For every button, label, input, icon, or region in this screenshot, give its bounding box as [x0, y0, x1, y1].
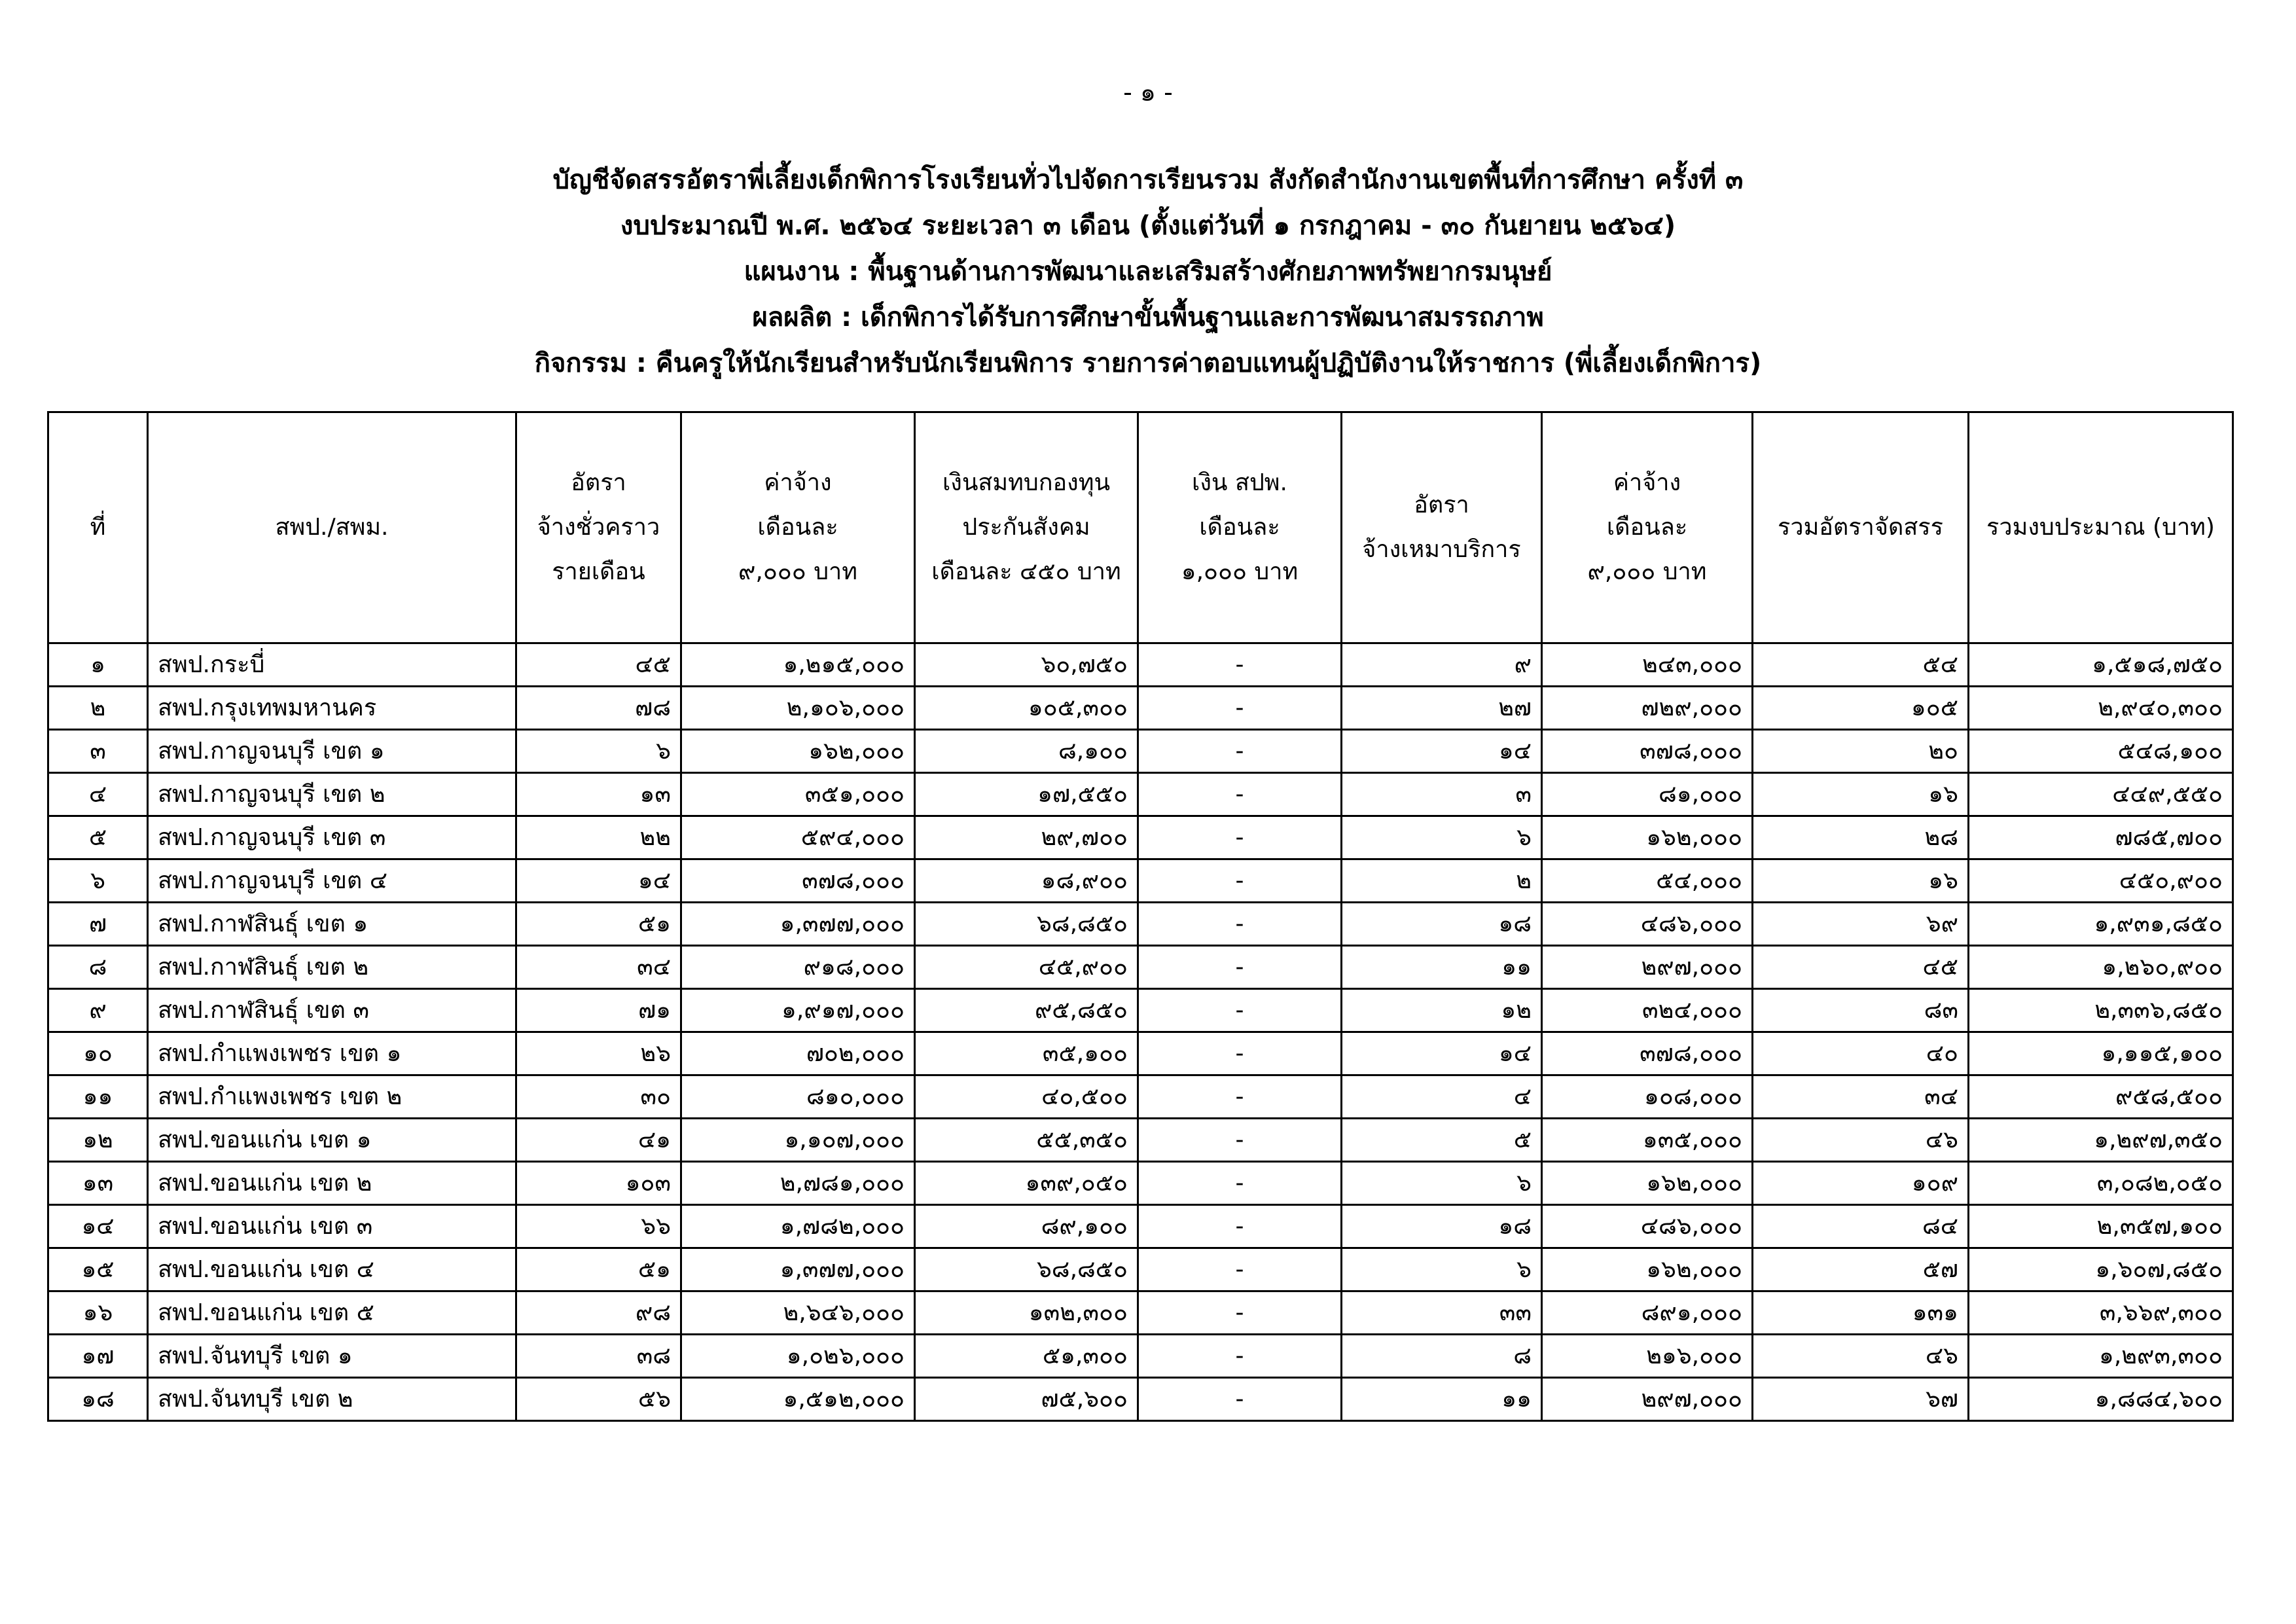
cell-temp-wage: ๑,๐๒๖,๐๐๐ — [681, 1335, 915, 1378]
table-row — [48, 773, 2233, 816]
cell-social-security: ๓๕,๑๐๐ — [915, 1032, 1138, 1075]
table-header-row — [48, 412, 2233, 643]
cell-total-rate: ๕๔ — [1753, 643, 1969, 687]
cell-area-office: สพป.กรุงเทพมหานคร — [148, 687, 516, 730]
cell-contract-wage: ๗๒๙,๐๐๐ — [1542, 687, 1753, 730]
cell-no: ๑ — [48, 643, 148, 687]
cell-social-security: ๘,๑๐๐ — [915, 730, 1138, 773]
cell-no: ๑๐ — [48, 1032, 148, 1075]
cell-temp-wage: ๑,๕๑๒,๐๐๐ — [681, 1378, 915, 1421]
cell-social-security: ๒๙,๗๐๐ — [915, 816, 1138, 859]
header-total-budget: รวมงบประมาณ (บาท) — [1969, 412, 2233, 643]
cell-area-office: สพป.กระบี่ — [148, 643, 516, 687]
cell-total-rate: ๑๓๑ — [1753, 1291, 1969, 1335]
cell-social-security: ๗๕,๖๐๐ — [915, 1378, 1138, 1421]
cell-temp-rate: ๕๑ — [516, 903, 681, 946]
cell-total-rate: ๖๗ — [1753, 1378, 1969, 1421]
cell-contract-rate: ๒๗ — [1342, 687, 1542, 730]
cell-temp-wage: ๑,๙๑๗,๐๐๐ — [681, 989, 915, 1032]
cell-contract-rate: ๓๓ — [1342, 1291, 1542, 1335]
header-social-security: เงินสมทบกองทุน ประกันสังคม เดือนละ ๔๕๐ บาท — [915, 412, 1138, 643]
cell-total-rate: ๒๐ — [1753, 730, 1969, 773]
cell-social-security: ๔๐,๕๐๐ — [915, 1075, 1138, 1119]
table-row — [48, 1075, 2233, 1119]
cell-contract-wage: ๒๙๗,๐๐๐ — [1542, 1378, 1753, 1421]
page-number: - ๑ - — [1123, 78, 1173, 107]
cell-spp: - — [1138, 903, 1342, 946]
cell-total-budget: ๑,๑๑๕,๑๐๐ — [1969, 1032, 2233, 1075]
cell-spp: - — [1138, 946, 1342, 989]
cell-temp-wage: ๑,๒๑๕,๐๐๐ — [681, 643, 915, 687]
cell-contract-rate: ๑๑ — [1342, 946, 1542, 989]
cell-spp: - — [1138, 1205, 1342, 1248]
cell-total-budget: ๑,๙๓๑,๘๕๐ — [1969, 903, 2233, 946]
cell-contract-rate: ๘ — [1342, 1335, 1542, 1378]
cell-no: ๑๗ — [48, 1335, 148, 1378]
cell-contract-wage: ๔๘๖,๐๐๐ — [1542, 903, 1753, 946]
cell-social-security: ๑๐๕,๓๐๐ — [915, 687, 1138, 730]
cell-temp-rate: ๑๔ — [516, 859, 681, 903]
cell-no: ๙ — [48, 989, 148, 1032]
cell-temp-rate: ๑๐๓ — [516, 1162, 681, 1205]
cell-area-office: สพป.ขอนแก่น เขต ๑ — [148, 1119, 516, 1162]
cell-temp-wage: ๗๐๒,๐๐๐ — [681, 1032, 915, 1075]
cell-no: ๒ — [48, 687, 148, 730]
cell-social-security: ๑๗,๕๕๐ — [915, 773, 1138, 816]
cell-spp: - — [1138, 1119, 1342, 1162]
cell-temp-wage: ๑,๓๗๗,๐๐๐ — [681, 1248, 915, 1291]
cell-total-rate: ๕๗ — [1753, 1248, 1969, 1291]
cell-area-office: สพป.กาฬสินธุ์ เขต ๓ — [148, 989, 516, 1032]
cell-total-rate: ๘๔ — [1753, 1205, 1969, 1248]
cell-temp-wage: ๒,๖๔๖,๐๐๐ — [681, 1291, 915, 1335]
cell-temp-rate: ๗๘ — [516, 687, 681, 730]
cell-total-budget: ๙๕๘,๕๐๐ — [1969, 1075, 2233, 1119]
cell-total-budget: ๓,๐๘๒,๐๕๐ — [1969, 1162, 2233, 1205]
cell-contract-rate: ๖ — [1342, 1162, 1542, 1205]
cell-temp-rate: ๔๕ — [516, 643, 681, 687]
cell-contract-wage: ๕๔,๐๐๐ — [1542, 859, 1753, 903]
table-row — [48, 730, 2233, 773]
table-row — [48, 859, 2233, 903]
cell-temp-wage: ๓๕๑,๐๐๐ — [681, 773, 915, 816]
cell-temp-rate: ๔๑ — [516, 1119, 681, 1162]
cell-total-budget: ๔๔๙,๕๕๐ — [1969, 773, 2233, 816]
cell-temp-rate: ๖ — [516, 730, 681, 773]
cell-total-budget: ๑,๕๑๘,๗๕๐ — [1969, 643, 2233, 687]
cell-area-office: สพป.ขอนแก่น เขต ๕ — [148, 1291, 516, 1335]
cell-total-rate: ๑๐๕ — [1753, 687, 1969, 730]
title-plan: แผนงาน : พื้นฐานด้านการพัฒนาและเสริมสร้างศักยภาพทรัพยากรมนุษย์ — [744, 257, 1552, 287]
cell-spp: - — [1138, 816, 1342, 859]
cell-spp: - — [1138, 1075, 1342, 1119]
cell-total-rate: ๑๖ — [1753, 773, 1969, 816]
cell-contract-rate: ๓ — [1342, 773, 1542, 816]
cell-temp-wage: ๘๑๐,๐๐๐ — [681, 1075, 915, 1119]
table-row — [48, 1205, 2233, 1248]
cell-social-security: ๑๘,๙๐๐ — [915, 859, 1138, 903]
cell-area-office: สพป.จันทบุรี เขต ๑ — [148, 1335, 516, 1378]
cell-total-budget: ๑,๖๐๗,๘๕๐ — [1969, 1248, 2233, 1291]
cell-area-office: สพป.กาฬสินธุ์ เขต ๒ — [148, 946, 516, 989]
cell-temp-rate: ๖๖ — [516, 1205, 681, 1248]
cell-spp: - — [1138, 859, 1342, 903]
cell-area-office: สพป.กำแพงเพชร เขต ๑ — [148, 1032, 516, 1075]
cell-area-office: สพป.ขอนแก่น เขต ๔ — [148, 1248, 516, 1291]
cell-no: ๑๒ — [48, 1119, 148, 1162]
cell-area-office: สพป.ขอนแก่น เขต ๓ — [148, 1205, 516, 1248]
cell-contract-wage: ๓๒๔,๐๐๐ — [1542, 989, 1753, 1032]
table-row — [48, 1162, 2233, 1205]
cell-total-rate: ๓๔ — [1753, 1075, 1969, 1119]
cell-contract-rate: ๒ — [1342, 859, 1542, 903]
cell-total-rate: ๔๕ — [1753, 946, 1969, 989]
cell-social-security: ๑๓๙,๐๕๐ — [915, 1162, 1138, 1205]
cell-no: ๔ — [48, 773, 148, 816]
cell-total-rate: ๘๓ — [1753, 989, 1969, 1032]
cell-social-security: ๙๕,๘๕๐ — [915, 989, 1138, 1032]
title-output: ผลผลิต : เด็กพิการได้รับการศึกษาขั้นพื้นฐานและการพัฒนาสมรรถภาพ — [752, 302, 1544, 333]
cell-total-budget: ๗๘๕,๗๐๐ — [1969, 816, 2233, 859]
cell-area-office: สพป.กำแพงเพชร เขต ๒ — [148, 1075, 516, 1119]
cell-area-office: สพป.กาญจนบุรี เขต ๓ — [148, 816, 516, 859]
cell-total-budget: ๒,๓๓๖,๘๕๐ — [1969, 989, 2233, 1032]
cell-total-budget: ๑,๘๘๔,๖๐๐ — [1969, 1378, 2233, 1421]
cell-temp-wage: ๒,๗๘๑,๐๐๐ — [681, 1162, 915, 1205]
cell-no: ๖ — [48, 859, 148, 903]
cell-contract-rate: ๑๑ — [1342, 1378, 1542, 1421]
cell-contract-rate: ๕ — [1342, 1119, 1542, 1162]
cell-area-office: สพป.จันทบุรี เขต ๒ — [148, 1378, 516, 1421]
cell-total-budget: ๓,๖๖๙,๓๐๐ — [1969, 1291, 2233, 1335]
cell-social-security: ๕๑,๓๐๐ — [915, 1335, 1138, 1378]
cell-temp-wage: ๒,๑๐๖,๐๐๐ — [681, 687, 915, 730]
table-row — [48, 1248, 2233, 1291]
cell-contract-rate: ๙ — [1342, 643, 1542, 687]
cell-area-office: สพป.กาญจนบุรี เขต ๑ — [148, 730, 516, 773]
table-row — [48, 946, 2233, 989]
cell-temp-wage: ๑๖๒,๐๐๐ — [681, 730, 915, 773]
cell-contract-wage: ๑๖๒,๐๐๐ — [1542, 816, 1753, 859]
table-row — [48, 989, 2233, 1032]
cell-temp-rate: ๙๘ — [516, 1291, 681, 1335]
cell-temp-rate: ๒๖ — [516, 1032, 681, 1075]
title-activity: กิจกรรม : คืนครูให้นักเรียนสำหรับนักเรียนพิการ รายการค่าตอบแทนผู้ปฏิบัติงานให้ราชการ (พี่เลี้ยงเด็กพิการ) — [534, 348, 1762, 378]
cell-temp-wage: ๑,๓๗๗,๐๐๐ — [681, 903, 915, 946]
cell-total-rate: ๑๖ — [1753, 859, 1969, 903]
document-title-block — [0, 157, 2296, 386]
table-row — [48, 1378, 2233, 1421]
cell-total-rate: ๑๐๙ — [1753, 1162, 1969, 1205]
cell-contract-rate: ๑๔ — [1342, 1032, 1542, 1075]
header-contract-rate: อัตรา จ้างเหมาบริการ — [1342, 412, 1542, 643]
cell-spp: - — [1138, 1378, 1342, 1421]
cell-total-rate: ๒๘ — [1753, 816, 1969, 859]
cell-spp: - — [1138, 730, 1342, 773]
cell-total-rate: ๖๙ — [1753, 903, 1969, 946]
allocation-table — [47, 411, 2234, 1422]
table-row — [48, 687, 2233, 730]
cell-total-budget: ๑,๒๙๗,๓๕๐ — [1969, 1119, 2233, 1162]
cell-temp-rate: ๕๑ — [516, 1248, 681, 1291]
header-area-office: สพป./สพม. — [148, 412, 516, 643]
header-contract-wage: ค่าจ้าง เดือนละ ๙,๐๐๐ บาท — [1542, 412, 1753, 643]
cell-total-budget: ๑,๒๖๐,๙๐๐ — [1969, 946, 2233, 989]
cell-temp-rate: ๒๒ — [516, 816, 681, 859]
cell-contract-wage: ๘๙๑,๐๐๐ — [1542, 1291, 1753, 1335]
cell-total-budget: ๕๔๘,๑๐๐ — [1969, 730, 2233, 773]
cell-no: ๑๕ — [48, 1248, 148, 1291]
cell-temp-wage: ๙๑๘,๐๐๐ — [681, 946, 915, 989]
cell-contract-wage: ๑๓๕,๐๐๐ — [1542, 1119, 1753, 1162]
cell-contract-wage: ๑๖๒,๐๐๐ — [1542, 1248, 1753, 1291]
cell-area-office: สพป.กาฬสินธุ์ เขต ๑ — [148, 903, 516, 946]
header-temp-wage: ค่าจ้าง เดือนละ ๙,๐๐๐ บาท — [681, 412, 915, 643]
cell-contract-rate: ๑๔ — [1342, 730, 1542, 773]
cell-spp: - — [1138, 1291, 1342, 1335]
cell-contract-rate: ๑๒ — [1342, 989, 1542, 1032]
cell-no: ๓ — [48, 730, 148, 773]
cell-contract-wage: ๒๔๓,๐๐๐ — [1542, 643, 1753, 687]
table-row — [48, 1291, 2233, 1335]
table-row — [48, 1119, 2233, 1162]
cell-contract-rate: ๖ — [1342, 816, 1542, 859]
cell-temp-rate: ๓๐ — [516, 1075, 681, 1119]
cell-no: ๕ — [48, 816, 148, 859]
header-total-rate: รวมอัตราจัดสรร — [1753, 412, 1969, 643]
cell-temp-rate: ๗๑ — [516, 989, 681, 1032]
cell-no: ๑๔ — [48, 1205, 148, 1248]
cell-contract-rate: ๑๘ — [1342, 1205, 1542, 1248]
table-row — [48, 903, 2233, 946]
cell-spp: - — [1138, 1032, 1342, 1075]
title-main: บัญชีจัดสรรอัตราพี่เลี้ยงเด็กพิการโรงเรียนทั่วไปจัดการเรียนรวม สังกัดสำนักงานเขตพื้นที่การศึกษา ครั้งที่ ๓ — [552, 165, 1744, 195]
cell-contract-wage: ๘๑,๐๐๐ — [1542, 773, 1753, 816]
cell-area-office: สพป.กาญจนบุรี เขต ๒ — [148, 773, 516, 816]
cell-spp: - — [1138, 643, 1342, 687]
cell-total-rate: ๔๐ — [1753, 1032, 1969, 1075]
cell-total-budget: ๒,๓๕๗,๑๐๐ — [1969, 1205, 2233, 1248]
cell-total-rate: ๔๖ — [1753, 1119, 1969, 1162]
cell-temp-rate: ๓๔ — [516, 946, 681, 989]
cell-spp: - — [1138, 989, 1342, 1032]
cell-contract-wage: ๑๖๒,๐๐๐ — [1542, 1162, 1753, 1205]
cell-temp-wage: ๑,๑๐๗,๐๐๐ — [681, 1119, 915, 1162]
cell-social-security: ๖๐,๗๕๐ — [915, 643, 1138, 687]
cell-contract-rate: ๑๘ — [1342, 903, 1542, 946]
cell-social-security: ๖๘,๘๕๐ — [915, 903, 1138, 946]
cell-contract-wage: ๔๘๖,๐๐๐ — [1542, 1205, 1753, 1248]
cell-contract-rate: ๖ — [1342, 1248, 1542, 1291]
cell-area-office: สพป.ขอนแก่น เขต ๒ — [148, 1162, 516, 1205]
cell-spp: - — [1138, 1248, 1342, 1291]
cell-temp-wage: ๕๙๔,๐๐๐ — [681, 816, 915, 859]
cell-temp-rate: ๓๘ — [516, 1335, 681, 1378]
title-budget-period: งบประมาณปี พ.ศ. ๒๕๖๔ ระยะเวลา ๓ เดือน (ตั้งแต่วันที่ ๑ กรกฎาคม - ๓๐ กันยายน ๒๕๖๔) — [620, 211, 1676, 241]
table-row — [48, 643, 2233, 687]
cell-spp: - — [1138, 773, 1342, 816]
table-row — [48, 816, 2233, 859]
cell-total-budget: ๔๕๐,๙๐๐ — [1969, 859, 2233, 903]
table-row — [48, 1335, 2233, 1378]
header-no: ที่ — [48, 412, 148, 643]
cell-contract-wage: ๓๗๘,๐๐๐ — [1542, 1032, 1753, 1075]
cell-spp: - — [1138, 687, 1342, 730]
cell-contract-wage: ๑๐๘,๐๐๐ — [1542, 1075, 1753, 1119]
cell-social-security: ๑๓๒,๓๐๐ — [915, 1291, 1138, 1335]
header-spp: เงิน สปพ. เดือนละ ๑,๐๐๐ บาท — [1138, 412, 1342, 643]
cell-spp: - — [1138, 1162, 1342, 1205]
cell-area-office: สพป.กาญจนบุรี เขต ๔ — [148, 859, 516, 903]
cell-no: ๑๘ — [48, 1378, 148, 1421]
cell-no: ๑๓ — [48, 1162, 148, 1205]
cell-temp-wage: ๓๗๘,๐๐๐ — [681, 859, 915, 903]
cell-no: ๘ — [48, 946, 148, 989]
cell-contract-wage: ๒๑๖,๐๐๐ — [1542, 1335, 1753, 1378]
table-row — [48, 1032, 2233, 1075]
cell-temp-wage: ๑,๗๘๒,๐๐๐ — [681, 1205, 915, 1248]
cell-social-security: ๕๕,๓๕๐ — [915, 1119, 1138, 1162]
cell-social-security: ๘๙,๑๐๐ — [915, 1205, 1138, 1248]
cell-no: ๑๑ — [48, 1075, 148, 1119]
cell-no: ๑๖ — [48, 1291, 148, 1335]
cell-total-budget: ๑,๒๙๓,๓๐๐ — [1969, 1335, 2233, 1378]
cell-total-budget: ๒,๙๔๐,๓๐๐ — [1969, 687, 2233, 730]
cell-total-rate: ๔๖ — [1753, 1335, 1969, 1378]
table-body — [48, 643, 2233, 1421]
cell-spp: - — [1138, 1335, 1342, 1378]
cell-temp-rate: ๕๖ — [516, 1378, 681, 1421]
header-temp-rate: อัตรา จ้างชั่วคราว รายเดือน — [516, 412, 681, 643]
cell-contract-wage: ๓๗๘,๐๐๐ — [1542, 730, 1753, 773]
cell-temp-rate: ๑๓ — [516, 773, 681, 816]
cell-contract-rate: ๔ — [1342, 1075, 1542, 1119]
cell-social-security: ๔๕,๙๐๐ — [915, 946, 1138, 989]
cell-contract-wage: ๒๙๗,๐๐๐ — [1542, 946, 1753, 989]
cell-social-security: ๖๘,๘๕๐ — [915, 1248, 1138, 1291]
cell-no: ๗ — [48, 903, 148, 946]
